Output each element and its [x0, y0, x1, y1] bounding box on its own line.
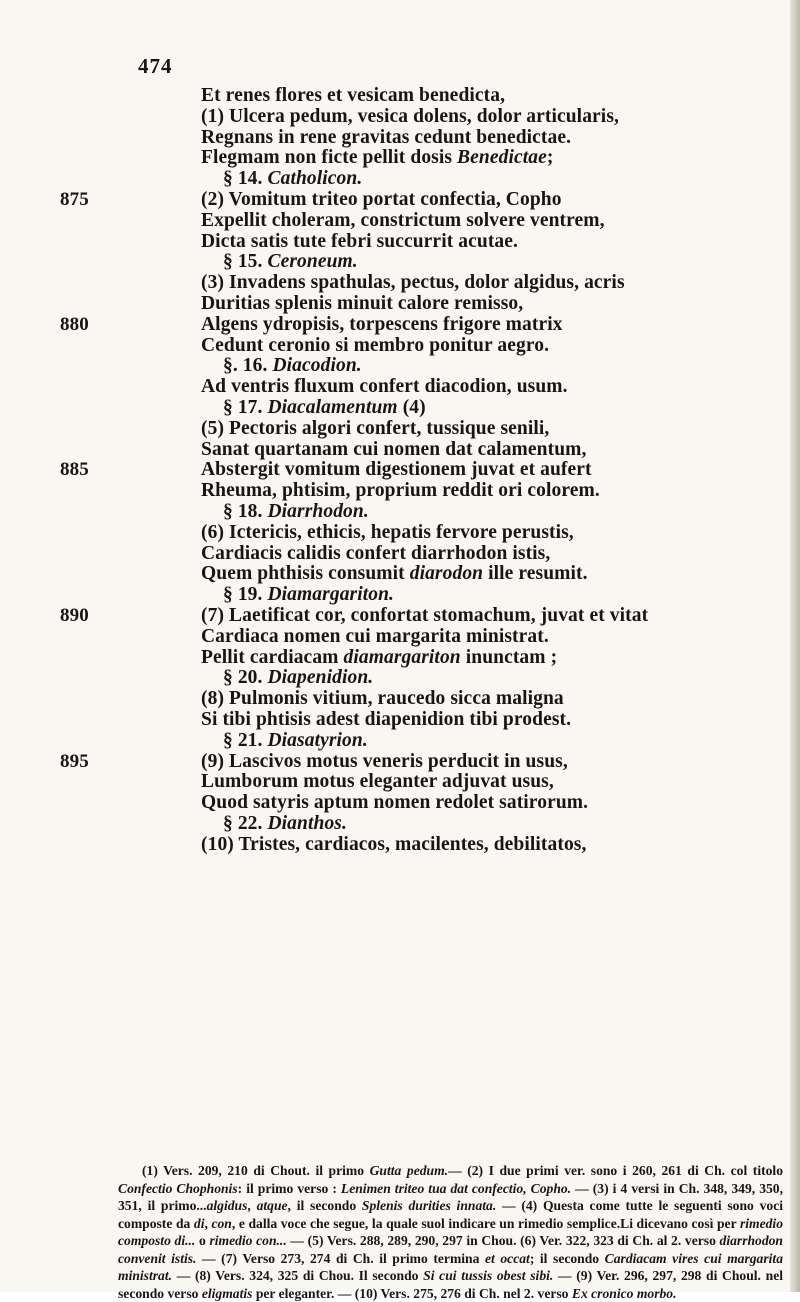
section-name: Ceroneum. [267, 251, 358, 273]
section-number: § 20. [223, 667, 263, 689]
verse-line [60, 336, 780, 357]
verse-line [60, 128, 780, 149]
section-name: Diasatyrion. [267, 729, 368, 751]
section-heading [60, 356, 780, 377]
footnote-italic: rimedio con... [209, 1233, 287, 1248]
footnote-text: — (8) Vers. 324, 325 di Chou. Il secondo [172, 1268, 424, 1283]
section-title [223, 252, 358, 273]
verse-text: (10) Tristes, cardiacos, macilentes, debilitatos, [201, 833, 587, 855]
verse-line [60, 148, 780, 169]
footnote-italic: diarrhodon convenit istis. [118, 1233, 783, 1266]
section-name: Diacodion. [272, 355, 362, 377]
section-name: Diapenidion. [267, 667, 374, 689]
section-heading [60, 731, 780, 752]
footnote-italic: eligmatis [201, 1285, 253, 1301]
section-name: Diacalamentum [267, 396, 398, 418]
footnote-text: — (5) Vers. 288, 289, 290, 297 in Chou. (6) Ver. 322, 323 di Ch. al 2. verso [286, 1233, 720, 1248]
verse-line [60, 710, 780, 731]
section-heading [60, 585, 780, 606]
italic-term: Benedictae [457, 147, 547, 169]
verse-fragment: Flegmam non ficte pellit dosis [201, 147, 458, 169]
verse-line [60, 835, 780, 856]
line-number: 885 [60, 459, 89, 481]
verse-text [201, 564, 588, 585]
section-title [223, 502, 369, 523]
verse-fragment: ille resumit. [483, 563, 588, 585]
footnote-italic: di [193, 1215, 205, 1231]
section-name: Diarrhodon. [267, 500, 369, 522]
verse-line [60, 419, 780, 440]
footnote-italic: et occat [484, 1250, 530, 1266]
footnote-italic: Confectio Chophonis [118, 1180, 238, 1196]
footnote-italic: rimedio composto di... [118, 1215, 783, 1248]
verse-text: Quod satyris aptum nomen redolet satirorum. [201, 792, 589, 814]
verse-fragment: Quem phthisis consumit [201, 563, 410, 585]
section-title [223, 814, 347, 835]
verse-text: Et renes flores et vesicam benedicta, [201, 85, 506, 106]
verse-line [60, 377, 780, 398]
verse-line [60, 606, 780, 627]
verse-line [60, 564, 780, 585]
verse-text [60, 86, 780, 855]
footnote-italic: atque [256, 1198, 288, 1213]
footnote-text: — (9) Ver. 296, 297, 298 di Choul. nel secondo verso [118, 1268, 784, 1301]
verse-line [60, 190, 780, 211]
footnote-text: per eleganter. — (10) Vers. 275, 276 di Ch. nel 2. verso [252, 1285, 572, 1301]
footnote-text: , [247, 1198, 257, 1213]
verse-line [60, 523, 780, 544]
section-number: § 19. [223, 584, 263, 606]
section-number: § 15. [223, 251, 263, 273]
section-heading [60, 668, 780, 689]
section-number: §. 16. [223, 355, 268, 377]
section-title [223, 398, 426, 419]
verse-text: (2) Vomitum triteo portat confectia, Copho [201, 188, 562, 210]
verse-text: (6) Ictericis, ethicis, hepatis fervore perustis, [201, 521, 574, 543]
footnote-text: , [204, 1215, 212, 1231]
verse-line [60, 752, 780, 773]
verse-text: Cardiaca nomen cui margarita ministrat. [201, 625, 549, 647]
section-heading [60, 502, 780, 523]
verse-text: Cardiacis calidis confert diarrhodon istis, [201, 542, 551, 564]
verse-line [60, 273, 780, 294]
footnote-italic: Splenis durities innata. [361, 1198, 497, 1213]
footnotes [118, 1162, 783, 1302]
italic-term: diamargariton [343, 646, 461, 668]
verse-line [60, 211, 780, 232]
verse-line [60, 86, 780, 107]
verse-line [60, 315, 780, 336]
verse-text: Expellit choleram, constrictum solvere ventrem, [201, 209, 605, 231]
verse-text: Cedunt ceronio si membro ponitur aegro. [201, 334, 550, 356]
verse-fragment: Pellit cardiacam [201, 646, 344, 668]
section-heading [60, 252, 780, 273]
verse-line [60, 793, 780, 814]
section-number: § 14. [223, 168, 263, 190]
footnote-text: — (3) i 4 versi in Ch. 348, 349, 350, 351, il primo... [118, 1180, 783, 1213]
verse-line [60, 627, 780, 648]
footnote-text: — (4) Questa come tutte le seguenti sono voci composte da [118, 1198, 784, 1231]
verse-fragment: inunctam ; [460, 646, 558, 668]
verse-line [60, 294, 780, 315]
verse-line [60, 544, 780, 565]
section-title [223, 585, 394, 606]
footnote-text: — (7) Verso 273, 274 di Ch. il primo termina [196, 1250, 485, 1266]
footnote-text: , il secondo [287, 1198, 362, 1213]
section-title [223, 731, 368, 752]
verse-text: (3) Invadens spathulas, pectus, dolor algidus, acris [201, 272, 625, 294]
verse-text: Duritias splenis minuit calore remisso, [201, 292, 524, 314]
section-heading [60, 169, 780, 190]
footnote-italic: Ex cronico morbo. [571, 1285, 677, 1301]
verse-text: (5) Pectoris algori confert, tussique senili, [201, 417, 550, 439]
footnote-text: — (2) I due primi ver. sono i 260, 261 di Ch. col titolo [448, 1163, 783, 1178]
italic-term: diarodon [409, 563, 484, 585]
verse-text [201, 648, 557, 669]
footnote-text: : il primo verso : [237, 1180, 341, 1196]
section-heading [60, 398, 780, 419]
footnote-text: (1) Vers. 209, 210 di Chout. il primo [142, 1163, 370, 1178]
section-name: Diamargariton. [267, 584, 395, 606]
footnote-italic: Gutta pedum. [369, 1163, 449, 1178]
footnote-italic: Cardiacam vires cui margarita ministrat. [118, 1250, 783, 1283]
verse-line [60, 107, 780, 128]
footnote-text: , e dalla voce che segue, la quale suol indicare un rimedio semplice.Li dicevano così per [231, 1215, 740, 1231]
footnote-italic: Lenimen triteo tua dat confectio, Copho. [340, 1180, 572, 1196]
section-number: § 17. [223, 396, 263, 418]
verse-line [60, 232, 780, 253]
verse-text: (8) Pulmonis vitium, raucedo sicca maligna [201, 688, 564, 710]
verse-text: Si tibi phtisis adest diapenidion tibi prodest. [201, 708, 572, 730]
verse-line [60, 481, 780, 502]
verse-text: Lumborum motus eleganter adjuvat usus, [201, 771, 554, 793]
section-note-ref: (4) [397, 396, 426, 418]
verse-text: (9) Lascivos motus veneris perducit in usus, [201, 750, 568, 772]
section-number: § 22. [223, 812, 263, 834]
section-name: Catholicon. [267, 168, 363, 190]
verse-line [60, 648, 780, 669]
verse-line [60, 440, 780, 461]
footnote-italic: algidus [206, 1198, 248, 1213]
section-number: § 18. [223, 500, 263, 522]
verse-text: Sanat quartanam cui nomen dat calamentum, [201, 438, 587, 460]
verse-text: (1) Ulcera pedum, vesica dolens, dolor articularis, [201, 105, 619, 127]
footnote-italic: Si cui tussis obest sibi. [423, 1268, 554, 1283]
footnote-text: ; il secondo [529, 1250, 605, 1266]
verse-text: Abstergit vomitum digestionem juvat et aufert [201, 459, 592, 481]
page-edge [790, 0, 800, 1292]
line-number: 890 [60, 604, 89, 626]
section-title [223, 169, 362, 190]
verse-fragment: ; [546, 147, 554, 169]
page-number: 474 [138, 54, 173, 78]
verse-text: Dicta satis tute febri succurrit acutae. [201, 230, 518, 252]
verse-text: Ad ventris fluxum confert diacodion, usum. [201, 376, 568, 398]
section-title [223, 356, 362, 377]
footnote-text: o [195, 1233, 210, 1248]
line-number: 880 [60, 313, 89, 335]
verse-text: Rheuma, phtisim, proprium reddit ori colorem. [201, 480, 600, 502]
verse-text: Algens ydropisis, torpescens frigore matrix [201, 313, 563, 335]
verse-text: (7) Laetificat cor, confortat stomachum, juvat et vitat [201, 604, 649, 626]
verse-line [60, 460, 780, 481]
verse-line [60, 689, 780, 710]
section-title [223, 668, 373, 689]
section-heading [60, 814, 780, 835]
section-number: § 21. [223, 729, 263, 751]
section-name: Dianthos. [267, 812, 347, 834]
footnote-italic: con [211, 1215, 232, 1231]
line-number: 875 [60, 188, 89, 210]
verse-line [60, 772, 780, 793]
verse-text: Regnans in rene gravitas cedunt benedictae. [201, 126, 572, 148]
verse-text [201, 148, 553, 169]
line-number: 895 [60, 750, 89, 772]
